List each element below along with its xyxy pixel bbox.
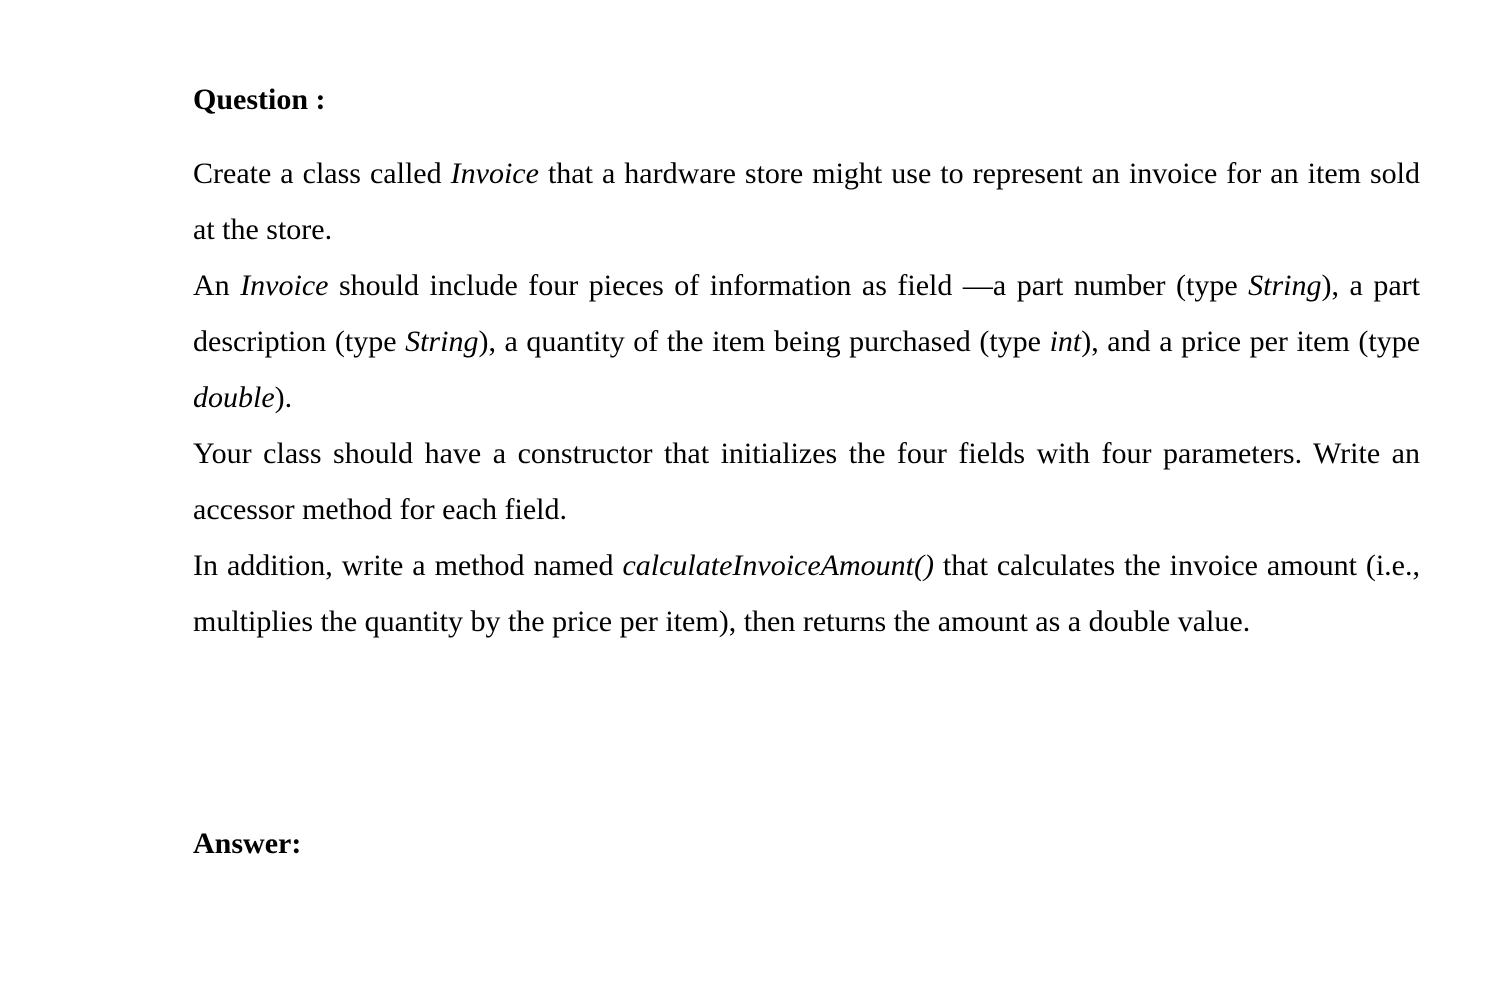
text-run: Your class should have a constructor that initializes the four fields with four parameters. Write an accessor method for each field. <box>193 437 1420 526</box>
type-term: int <box>1049 325 1082 358</box>
text-run: ). <box>274 381 293 414</box>
paragraph-method <box>193 538 1420 650</box>
text-run: that calculates the invoice amount (i.e., multiplies the quantity by the price per item), then returns the amount as a double value. <box>193 549 1420 638</box>
text-run: Create a class called <box>193 157 451 190</box>
paragraph-constructor <box>193 426 1420 538</box>
question-heading: Question : <box>193 83 326 116</box>
text-run: ), a quantity of the item being purchased (type <box>478 325 1050 358</box>
paragraph-fields <box>193 258 1420 426</box>
answer-heading: Answer: <box>193 827 302 860</box>
question-body <box>193 146 1420 650</box>
text-run: should include four pieces of information as field —a part number (type <box>328 269 1249 302</box>
text-run: ), and a price per item (type <box>1081 325 1421 358</box>
class-name-term: Invoice <box>240 269 329 302</box>
type-term: double <box>193 381 275 414</box>
document-page <box>193 0 1420 990</box>
type-term: String <box>1248 269 1322 302</box>
text-run: that a hardware store might use to represent an invoice for an item sold at the store. <box>193 157 1421 246</box>
method-name-term: calculateInvoiceAmount() <box>622 549 934 582</box>
text-run: ), a part description (type <box>193 269 1420 358</box>
text-run: An <box>193 269 241 302</box>
class-name-term: Invoice <box>450 157 539 190</box>
type-term: String <box>405 325 479 358</box>
paragraph-class-intro <box>193 146 1420 258</box>
text-run: In addition, write a method named <box>193 549 623 582</box>
